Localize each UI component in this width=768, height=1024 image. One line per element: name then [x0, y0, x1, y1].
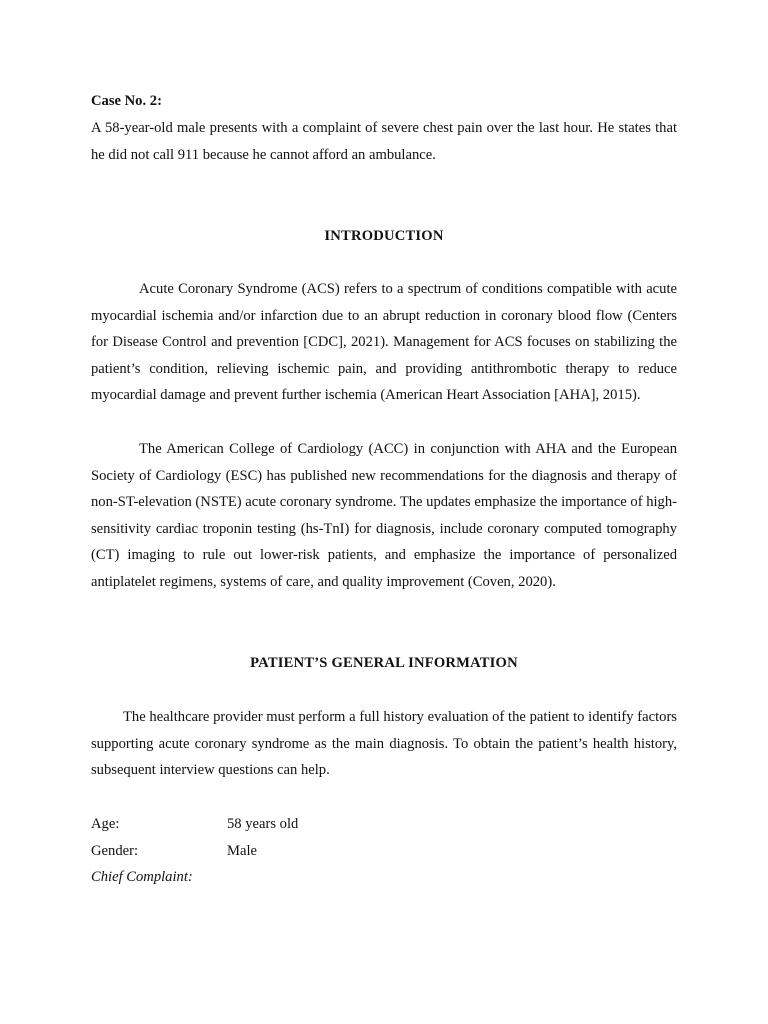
introduction-heading: INTRODUCTION	[324, 228, 444, 244]
gender-label: Gender:	[91, 843, 139, 859]
introduction-paragraph: The American College of Cardiology (ACC) in conjunction with AHA and the European Society of Cardiology (ESC) has published new recommendations for the diagnosis and therapy of non-ST-elevation (NSTE) acute coronary syndrome. The updates emphasize the importance of high-sensitivity cardiac troponin testing (hs-TnI) for diagnosis, include coronary computed tomography (CT) imaging to rule out lower-risk patients, and emphasize the importance of personalized antiplatelet regimens, systems of care, and quality improvement (Coven, 2020).	[91, 441, 678, 590]
gender-row	[91, 838, 677, 865]
age-label: Age:	[91, 816, 120, 832]
age-value: 58 years old	[227, 816, 299, 832]
gender-value: Male	[227, 843, 257, 859]
patient-info-paragraph: The healthcare provider must perform a full history evaluation of the patient to identify factors supporting acute coronary syndrome as the main diagnosis. To obtain the patient’s health history, subsequent interview questions can help.	[91, 709, 677, 779]
chief-complaint-label: Chief Complaint:	[91, 869, 193, 885]
age-row	[91, 811, 677, 838]
introduction-paragraph: Acute Coronary Syndrome (ACS) refers to a spectrum of conditions compatible with acute myocardial ischemia and/or infarction due to an abrupt reduction in coronary blood flow (Centers for Disease Control and prevention [CDC], 2021). Management for ACS focuses on stabilizing the patient’s condition, relieving ischemic pain, and providing antithrombotic therapy to reduce myocardial damage and prevent further ischemia (American Heart Association [AHA], 2015).	[91, 281, 677, 404]
patient-info-heading: PATIENT’S GENERAL INFORMATION	[250, 655, 518, 671]
case-heading: Case No. 2:	[91, 93, 162, 109]
case-description: A 58-year-old male presents with a complaint of severe chest pain over the last hour. He states that he did not call 911 because he cannot afford an ambulance.	[91, 120, 677, 163]
